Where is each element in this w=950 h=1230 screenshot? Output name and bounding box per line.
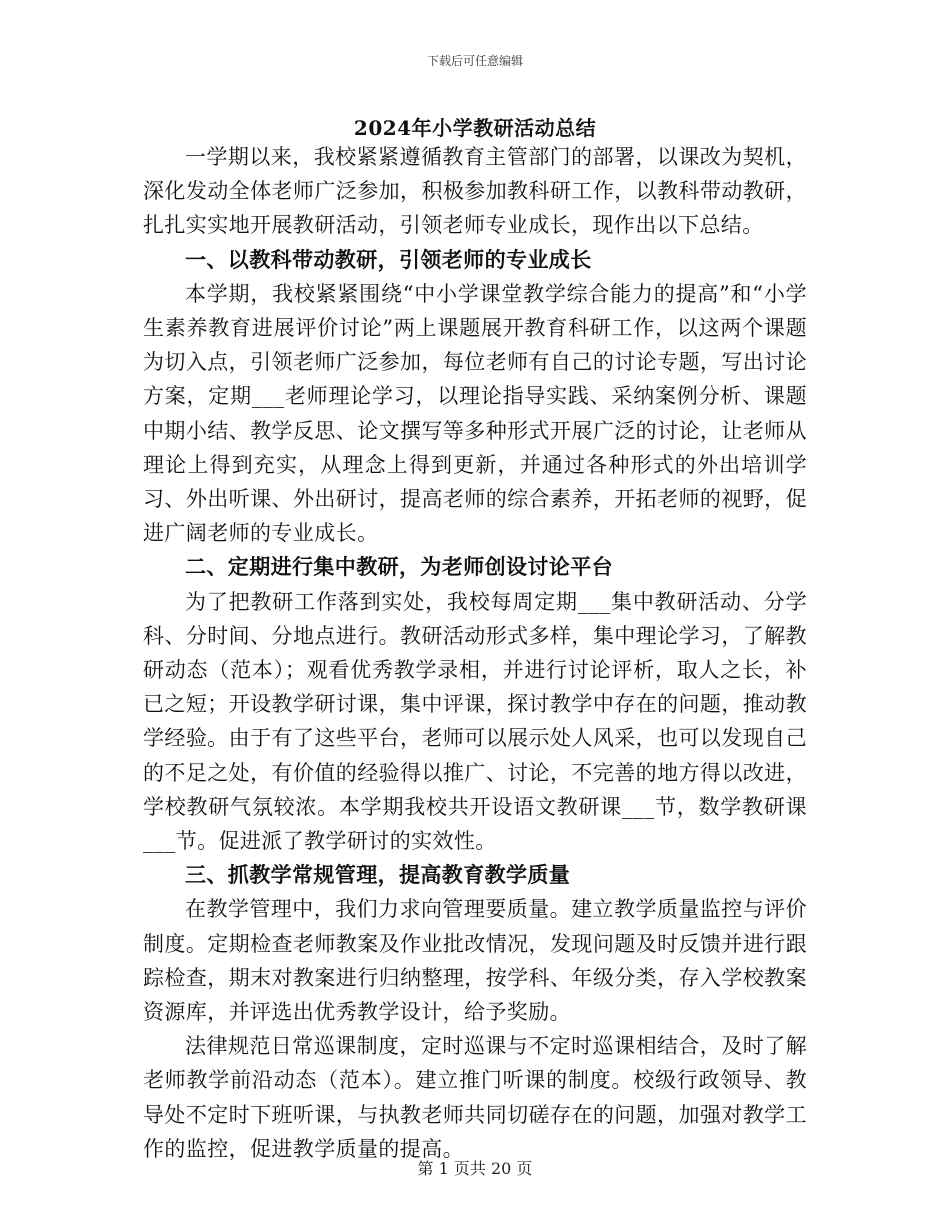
header-note: 下载后可任意编辑 [426, 54, 523, 68]
section-heading-3: 三、抓教学常规管理，提高教育教学质量 [185, 862, 571, 888]
section-1-paragraph: 本学期，我校紧紧围绕“中小学课堂教学综合能力的提高”和“小学生素养教育进展评价讨论”两上课题展开教育科研工作，以这两个课题为切入点，引领老师广泛参加，每位老师有自己的讨论专题，写出讨论方案，定期___老师理论学习，以理论指导实践、采纳案例分析、课题中期小结、教学反思、论文撰写等多种形式开展广泛的讨论，让老师从理论上得到充实，从理念上得到更新，并通过各种形式的外出培训学习、外出听课、外出研讨，提高老师的综合素养，开拓老师的视野，促进广阔老师的专业成长。 [143, 281, 807, 546]
intro-paragraph: 一学期以来，我校紧紧遵循教育主管部门的部署，以课改为契机，深化发动全体老师广泛参加，积极参加教科研工作，以教科带动教研，扎扎实实地开展教研活动，引领老师专业成长，现作出以下总结。 [143, 145, 807, 238]
document-body [143, 140, 807, 1166]
document-title: 2024年小学教研活动总结 [353, 116, 597, 140]
section-heading-2: 二、定期进行集中教研，为老师创设讨论平台 [185, 554, 613, 580]
section-3-paragraph-1: 在教学管理中，我们力求向管理要质量。建立教学质量监控与评价制度。定期检查老师教案及作业批改情况，发现问题及时反馈并进行跟踪检查，期末对教案进行归纳整理，按学科、年级分类，存入学校教案资源库，并评选出优秀教学设计，给予奖励。 [143, 897, 807, 1025]
section-heading-1: 一、以教科带动教研，引领老师的专业成长 [185, 246, 592, 272]
section-2-paragraph: 为了把教研工作落到实处，我校每周定期___集中教研活动、分学科、分时间、分地点进行。教研活动形式多样，集中理论学习，了解教研动态（范本）；观看优秀教学录相，并进行讨论评析，取人之长，补已之短；开设教学研讨课，集中评课，探讨教学中存在的问题，推动教学经验。由于有了这些平台，老师可以展示处人风采，也可以发现自己的不足之处，有价值的经验得以推广、讨论，不完善的地方得以改进，学校教研气氛较浓。本学期我校共开设语文教研课___节，数学教研课___节。促进派了教学研讨的实效性。 [143, 589, 807, 854]
page-number-footer: 第 1 页共 20 页 [417, 1159, 533, 1178]
section-3-paragraph-2: 法律规范日常巡课制度，定时巡课与不定时巡课相结合，及时了解老师教学前沿动态（范本）。建立推门听课的制度。校级行政领导、教导处不定时下班听课，与执教老师共同切磋存在的问题，加强对教学工作的监控，促进教学质量的提高。 [143, 1034, 807, 1161]
